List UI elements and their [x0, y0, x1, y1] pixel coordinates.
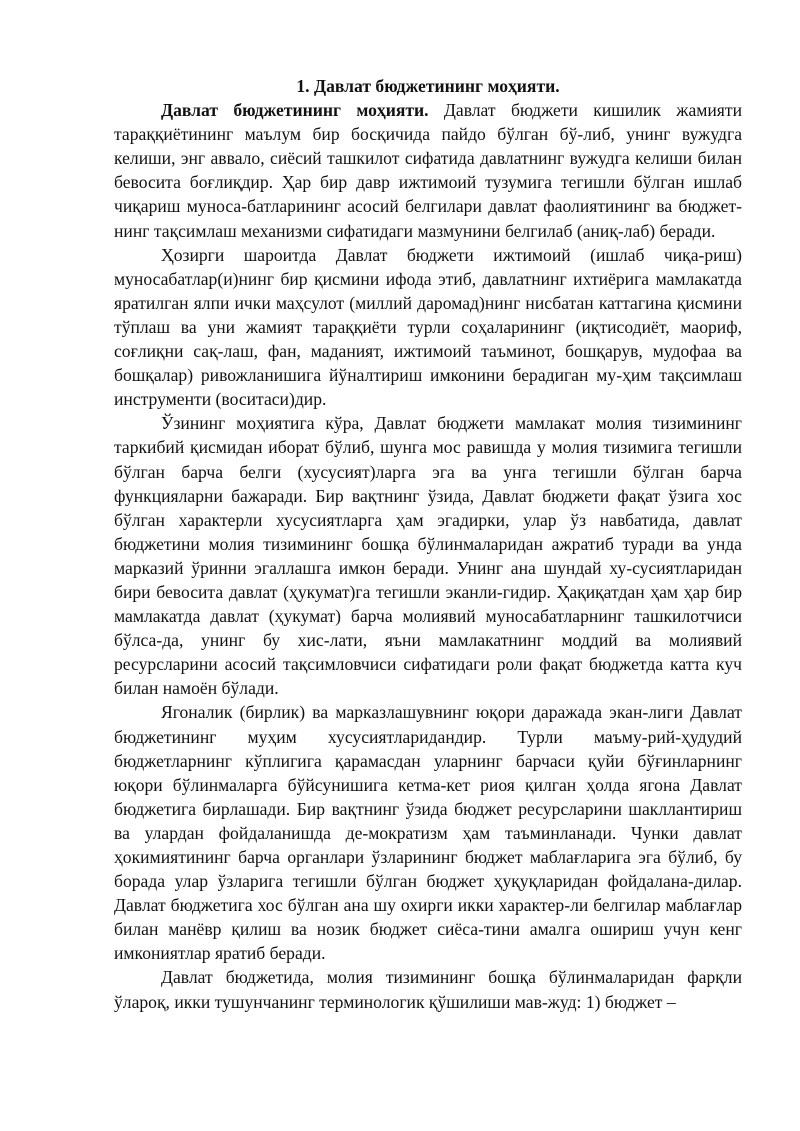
paragraph-5: [114, 965, 742, 1013]
paragraph-text: Ҳозирги шароитда Давлат бюджети ижтимоий (ишлаб чиқа-риш) муносабатлар(и)нинг бир қисмини ифода этиб, давлатнинг ихтиёрига мамлакатда яратилган ялпи ички маҳсулот (миллий даромад)нинг нисбатан каттагина қисмини тўплаш ва уни жамият тараққиёти турли соҳаларининг (иқтисодиёт, маориф, соғлиқни сақ-лаш, фан, маданият, ижтимоий таъминот, бошқарув, мудофаа ва бошқалар) ривожланишига йўналтириш имконини берадиган му-ҳим тақсимлаш инструменти (воситаси)дир.: [114, 244, 742, 410]
section-title: 1. Давлат бюджетининг моҳияти.: [296, 76, 560, 96]
paragraph-3: [114, 411, 742, 700]
paragraph-text: Давлат бюджетида, молия тизимининг бошқа бўлинмаларидан фарқли ўлароқ, икки тушунчанинг терминологик қўшилиши мав-жуд: 1) бюджет –: [114, 967, 742, 1012]
paragraph-text: Давлат бюджети кишилик жамияти тараққиётининг маълум бир босқичида пайдо бўлган бў-либ, унинг вужудга келиши, энг аввало, сиёсий ташкилот сифатида давлатнинг вужудга келиши билан бевосита боғлиқдир. Ҳар бир давр ижтимоий тузумига тегишли бўлган ишлаб чиқариш муноса-батларининг асосий белгилари давлат фаолиятининг ва бюджет-нинг тақсимлаш механизми сифатидаги мазмунини белгилаб (аниқ-лаб) беради.: [114, 100, 742, 241]
paragraph-2: [114, 243, 742, 412]
paragraph-text: Ўзининг моҳиятига кўра, Давлат бюджети мамлакат молия тизимининг таркибий қисмидан иборат бўлиб, шунга мос равишда у молия тизимига тегишли бўлган барча белги (хусусият)ларга эга ва унга тегишли бўлган барча функцияларни бажаради. Бир вақтнинг ўзида, Давлат бюджети фақат ўзига хос бўлган характерли хусусиятларга ҳам эгадирки, улар ўз навбатида, давлат бюджетини молия тизимининг бошқа бўлинмаларидан ажратиб туради ва унда марказий ўринни эгаллашга имкон беради. Унинг ана шундай ху-сусиятларидан бири бевосита давлат (ҳукумат)га тегишли эканли-гидир. Ҳақиқатдан ҳам ҳар бир мамлакатда давлат (ҳукумат) барча молиявий муносабатларнинг ташкилотчиси бўлса-да, унинг бу хис-лати, яъни мамлакатнинг моддий ва молиявий ресурсларини асосий тақсимловчиси сифатидаги роли фақат бюджетда катта куч билан намоён бўлади.: [114, 413, 742, 699]
document-page: [114, 74, 742, 1014]
paragraph-lead: Давлат бюджетининг моҳияти.: [161, 100, 429, 121]
paragraph-text: Ягоналик (бирлик) ва марказлашувнинг юқори даражада экан-лиги Давлат бюджетининг муҳим хусусиятларидандир. Турли маъму-рий-ҳудудий бюджетларнинг кўплигига қарамасдан уларнинг барчаси қуйи бўғинларнинг юқори бўлинмаларга бўйсунишига кетма-кет риоя қилган ҳолда ягона Давлат бюджетига бирлашади. Бир вақтнинг ўзида бюджет ресурсларини шакллантириш ва улардан фойдаланишда де-мократизм ҳам таъминланади. Чунки давлат ҳокимиятининг барча органлари ўзларининг бюджет маблағларига эга бўлиб, бу борада улар ўзларига тегишли бўлган бюджет ҳуқуқларидан фойдалана-дилар. Давлат бюджетига хос бўлган ана шу охирги икки характер-ли белгилар маблағлар билан манёвр қилиш ва нозик бюджет сиёса-тини амалга ошириш учун кенг имкониятлар яратиб беради.: [114, 702, 742, 964]
paragraph-1: [114, 98, 742, 243]
paragraph-4: [114, 700, 742, 965]
